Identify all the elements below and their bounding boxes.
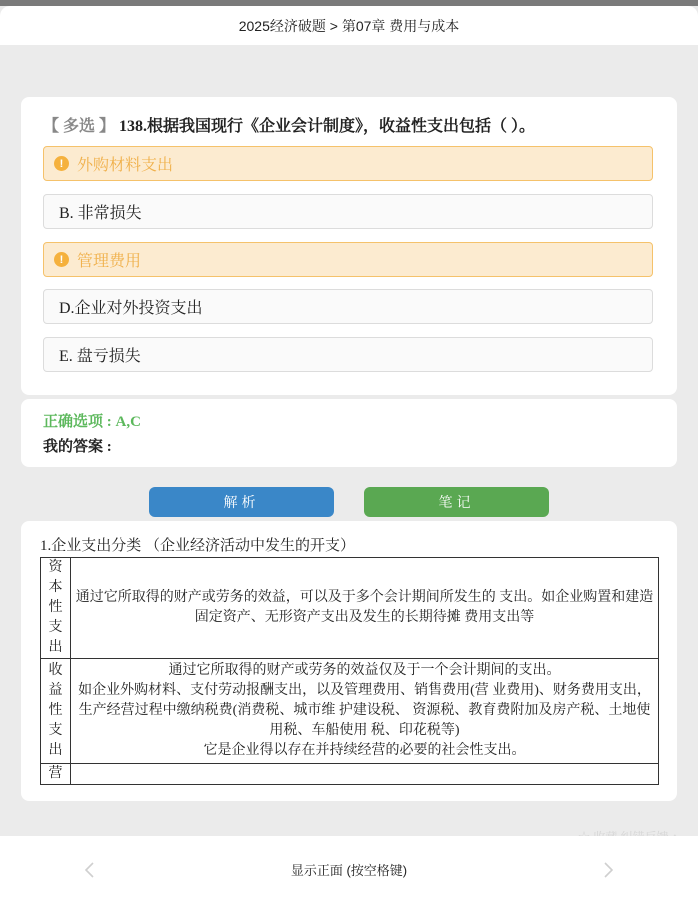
option-c[interactable]: [43, 242, 653, 277]
option-a[interactable]: [43, 146, 653, 181]
option-label: B. 非常损失: [59, 205, 142, 222]
notes-button[interactable]: 笔记: [364, 487, 549, 517]
breadcrumb-title: 2025经济破题 > 第07章 费用与成本: [238, 17, 460, 34]
answer-card: [21, 399, 677, 467]
chevron-left-icon[interactable]: [80, 860, 100, 880]
correct-answer: 正确选项 : A,C: [43, 414, 141, 430]
row-label: 营: [41, 764, 71, 785]
row-content: 通过它所取得的财产或劳务的效益仅及于一个会计期间的支出。 如企业外购材料、支付劳动报酬支出，以及管理费用、销售费用(营 业费用)、财务费用支出，生产经营过程中缴纳税费(消费税、城市维 护建设税、 资源税、教育费附加及房产税、土地使用税、车船使用 税、印花税等) 它是企业得以存在并持续经营的必要的社会性支出。: [71, 659, 659, 764]
option-label: E. 盘亏损失: [59, 348, 141, 365]
table-row: [41, 659, 659, 764]
option-d[interactable]: [43, 289, 653, 324]
table-row: [41, 558, 659, 659]
option-b[interactable]: [43, 194, 653, 229]
page-header: [0, 6, 698, 45]
option-label: 外购材料支出: [77, 157, 174, 174]
question-card: [21, 97, 677, 395]
table-row: [41, 764, 659, 785]
question-text: 138.根据我国现行《企业会计制度》，收益性支出包括（ ）。: [119, 118, 536, 135]
warning-icon: !: [54, 252, 69, 267]
footer-bar: [0, 836, 698, 903]
explanation-card[interactable]: [21, 521, 677, 801]
row-label: 资 本 性 支 出: [41, 558, 71, 659]
explanation-title: 1.企业支出分类 （企业经济活动中发生的开支）: [40, 538, 356, 554]
row-content: [71, 764, 659, 785]
row-content: 通过它所取得的财产或劳务的效益，可以及于多个会计期间所发生的 支出。如企业购置和建造固定资产、无形资产支出及发生的长期待摊 费用支出等: [71, 558, 659, 659]
question-title: [43, 113, 535, 136]
explanation-table: [40, 557, 659, 785]
option-e[interactable]: [43, 337, 653, 372]
row-label: 收 益 性 支 出: [41, 659, 71, 764]
analysis-button[interactable]: 解析: [149, 487, 334, 517]
my-answer: 我的答案 :: [43, 439, 112, 455]
show-front-button[interactable]: 显示正面 (按空格键): [290, 863, 408, 878]
warning-icon: !: [54, 156, 69, 171]
question-type-badge: 【 多选 】: [43, 118, 116, 135]
option-label: D.企业对外投资支出: [59, 300, 203, 317]
option-label: 管理费用: [77, 253, 142, 270]
chevron-right-icon[interactable]: [598, 860, 618, 880]
